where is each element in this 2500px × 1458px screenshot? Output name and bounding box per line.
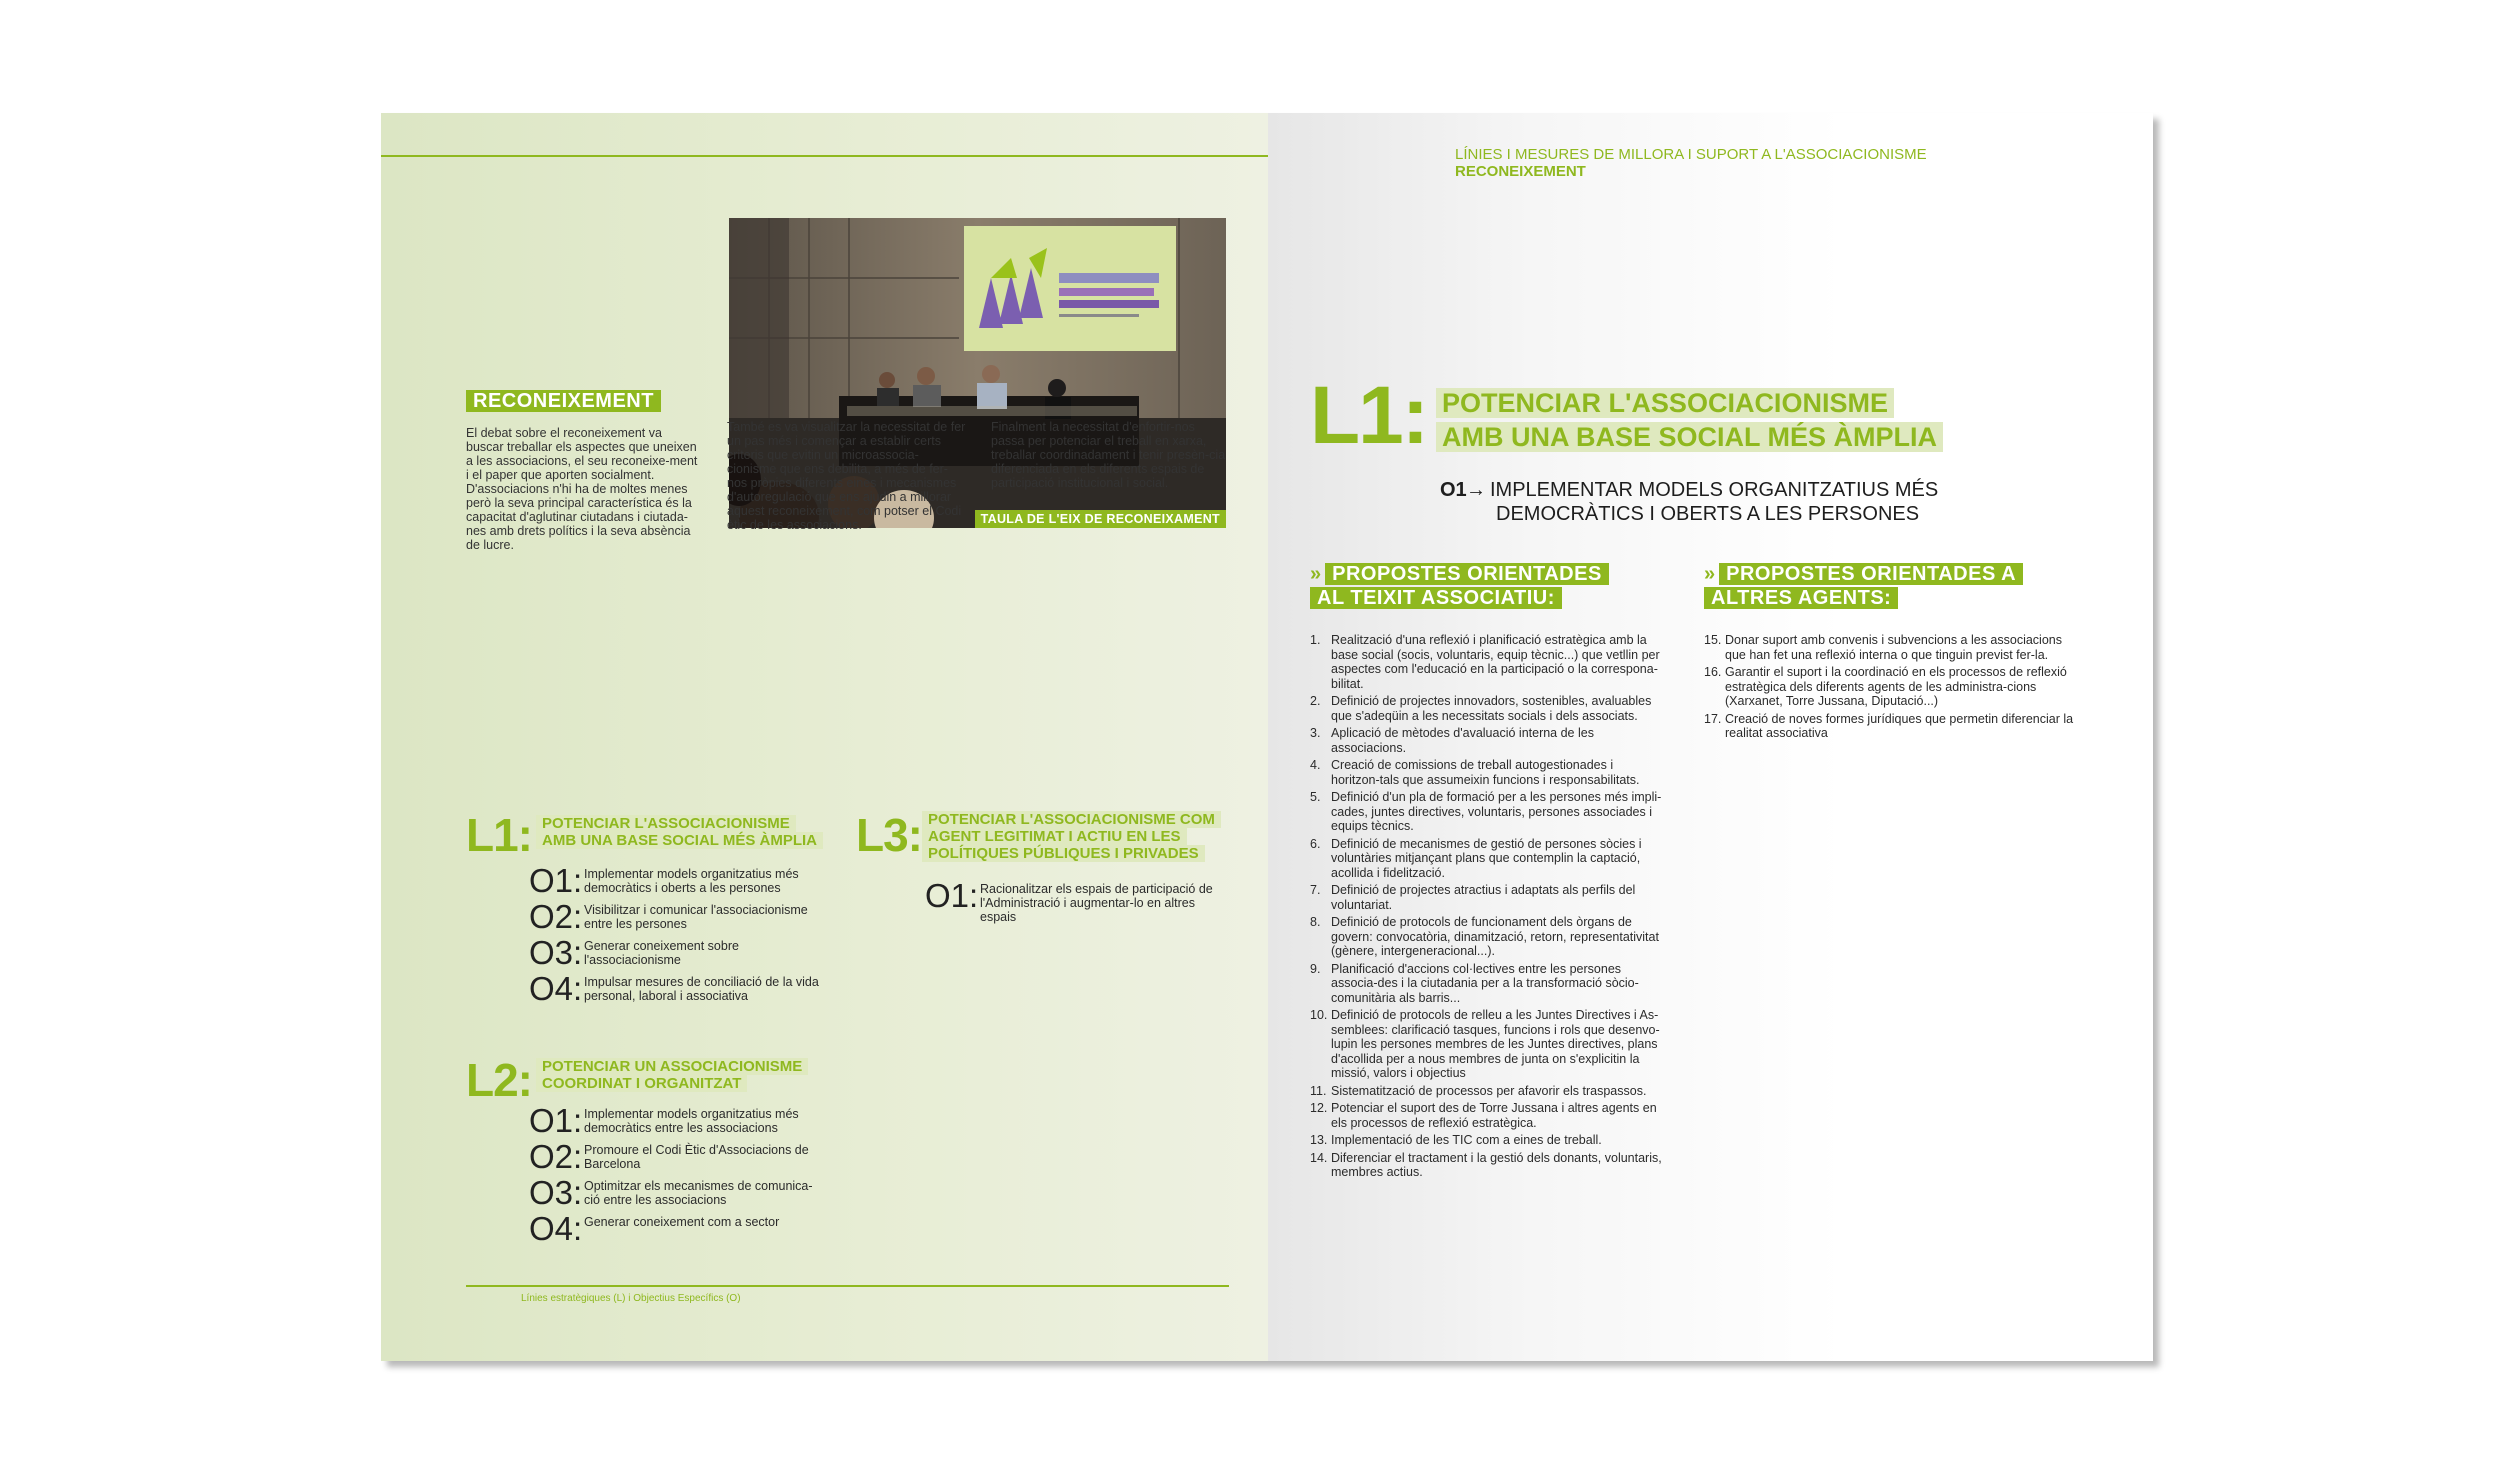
proposal-item [1310, 758, 1662, 787]
objective-number: O3: [529, 1174, 583, 1211]
objective-row [529, 862, 869, 899]
objective-text: entre les persones [584, 917, 687, 931]
col2-heading-line1: PROPOSTES ORIENTADES A [1719, 563, 2023, 585]
objective-number: O1: [925, 877, 979, 914]
col1-marker-icon: » [1310, 563, 1322, 585]
objective-number: O4: [529, 1210, 583, 1247]
objective-row [529, 1210, 869, 1247]
proposal-text: Realització d'una reflexió i planificació estratègica amb la base social (socis, voluntaris, equip tècnic...) que vetllin per aspectes com l'educació en la participació o la correspona-bilitat. [1331, 633, 1660, 691]
l2-block [466, 1054, 866, 1106]
bottom-rule [466, 1285, 1229, 1287]
objective-text: l'associacionisme [584, 953, 681, 967]
objective-text: democràtics entre les associacions [584, 1121, 778, 1135]
proposal-text: Sistematització de processos per afavorir els traspassos. [1331, 1083, 1647, 1098]
col1-heading [1310, 562, 1609, 610]
l1-title-line1: POTENCIAR L'ASSOCIACIONISME [536, 815, 796, 832]
proposals-list-associative [1310, 633, 1662, 1183]
l2-title-line1: POTENCIAR UN ASSOCIACIONISME [536, 1058, 808, 1075]
col1-heading-line2: AL TEIXIT ASSOCIATIU: [1310, 587, 1562, 609]
proposals-list-other-agents [1704, 633, 2074, 744]
l2-label: L2: [466, 1054, 532, 1106]
objective-number: O1: [529, 1102, 583, 1139]
proposal-item [1310, 1084, 1662, 1099]
footer-note: Línies estratègiques (L) i Objectius Específics (O) [521, 1293, 741, 1304]
proposal-item [1310, 1101, 1662, 1130]
proposal-text: Diferenciar el tractament i la gestió dels donants, voluntaris, membres actius. [1331, 1150, 1662, 1179]
arrow-right-icon: → [1466, 479, 1486, 501]
proposal-number: 9. [1310, 961, 1321, 976]
objective-row [925, 877, 1245, 924]
reconeixement-heading: RECONEIXEMENT [466, 390, 661, 412]
objective-number: O2: [529, 1138, 583, 1175]
proposal-item [1704, 633, 2074, 662]
objective-text: Generar coneixement com a sector [584, 1215, 780, 1229]
proposal-text: Aplicació de mètodes d'avaluació interna de les associacions. [1331, 726, 1594, 755]
l1-objectives [529, 862, 869, 1009]
running-header-subsection: RECONEIXEMENT [1455, 163, 1586, 180]
objective-number: O4: [529, 970, 583, 1007]
proposal-text: Creació de comissions de treball autogestionades i horitzon-tals que assumeixin funcions i responsabilitats. [1331, 758, 1640, 787]
objective-text: personal, laboral i associativa [584, 989, 748, 1003]
proposal-number: 2. [1310, 694, 1321, 708]
running-header [1455, 146, 1927, 180]
proposal-text: Potenciar el suport des de Torre Jussana i altres agents en els processos de reflexió estratègica. [1331, 1101, 1657, 1130]
objective-text: democràtics i oberts a les persones [584, 881, 781, 895]
proposal-item [1310, 1151, 1662, 1180]
objective-text: Impulsar mesures de conciliació de la vida [584, 975, 819, 989]
proposal-number: 17. [1704, 711, 1722, 726]
proposal-item [1310, 837, 1662, 881]
objective-text: Racionalitzar els espais de participació de [980, 882, 1213, 896]
left-page [381, 113, 1268, 1361]
proposal-number: 12. [1310, 1101, 1328, 1115]
col1-heading-line1: PROPOSTES ORIENTADES [1325, 563, 1609, 585]
o1-title-line2: DEMOCRÀTICS I OBERTS A LES PERSONES [1496, 503, 1920, 525]
proposal-item [1310, 1133, 1662, 1148]
proposal-number: 11. [1310, 1083, 1327, 1098]
col2-heading-line2: ALTRES AGENTS: [1704, 587, 1898, 609]
l2-objectives [529, 1102, 869, 1249]
objective-number: O2: [529, 898, 583, 935]
objective-number: O3: [529, 934, 583, 971]
proposal-item [1310, 694, 1662, 723]
proposal-number: 3. [1310, 726, 1321, 740]
right-l1-title-line1: POTENCIAR L'ASSOCIACIONISME [1436, 388, 1894, 418]
running-header-section: LÍNIES I MESURES DE MILLORA I SUPORT A L'ASSOCIACIONISME [1455, 146, 1927, 163]
reconeixement-col2: També es va visualitzar la necessitat de fer un pas més i començar a establir certs criteris que evitin un microassocia-cionisme que ens debilita, a més de fer-nos pròpies diferents eines i mecanismes d'autoregulació que ens ajudin a millorar aquest reconeixement, com potser el Codi ètic de les associacions. [727, 420, 966, 532]
proposal-number: 7. [1310, 883, 1321, 897]
l3-block [856, 809, 1256, 862]
proposal-text: Definició de protocols de funcionament dels òrgans de govern: convocatòria, dinamització, retorn, representativitat (gènere, intergeneracional...). [1331, 915, 1659, 958]
objective-number: O1: [529, 862, 583, 899]
l1-title-line2: AMB UNA BASE SOCIAL MÉS ÀMPLIA [536, 832, 823, 849]
proposal-number: 6. [1310, 836, 1321, 851]
objective-row [529, 1102, 869, 1139]
right-l1-label: L1: [1310, 370, 1427, 461]
o1-heading [1440, 478, 1938, 526]
objective-text: Implementar models organitzatius més [584, 867, 799, 881]
proposal-number: 8. [1310, 915, 1321, 929]
objective-text: l'Administració i augmentar-lo en altres [980, 896, 1195, 910]
objective-text: espais [980, 910, 1017, 924]
l1-block [466, 809, 866, 861]
right-page [1268, 113, 2153, 1361]
proposal-number: 13. [1310, 1133, 1328, 1147]
proposal-item [1704, 712, 2074, 741]
proposal-item [1310, 726, 1662, 755]
proposal-item [1310, 915, 1662, 959]
right-l1-title-line2: AMB UNA BASE SOCIAL MÉS ÀMPLIA [1436, 422, 1943, 452]
o1-number: O1 [1440, 479, 1467, 501]
reconeixement-col1: El debat sobre el reconeixement va buscar treballar els aspectes que uneixen a les associacions, el seu reconeixe-ment i el paper que aporten socialment. D'associacions n'hi ha de moltes menes però la seva principal característica és la capacitat d'aglutinar ciutadans i ciutada-nes amb drets polítics i la seva absència de lucre. [466, 426, 698, 552]
objective-text: Barcelona [584, 1157, 641, 1171]
proposal-text: Definició de projectes atractius i adaptats als perfils del voluntariat. [1331, 883, 1636, 912]
l3-title-line1: POTENCIAR L'ASSOCIACIONISME COM [922, 811, 1221, 828]
proposal-number: 10. [1310, 1008, 1328, 1022]
proposal-number: 1. [1310, 633, 1321, 647]
proposal-text: Planificació d'accions col·lectives entre les persones associa-des i la ciutadania per a la transformació sòcio-comunitària als barris... [1331, 961, 1639, 1005]
objective-row [529, 970, 869, 1007]
objective-row [529, 1138, 869, 1175]
proposal-item [1310, 1008, 1662, 1081]
proposal-item [1310, 790, 1662, 834]
objective-text: ció entre les associacions [584, 1193, 727, 1207]
reconeixement-col3: Finalment la necessitat d'enfortir-nos passa per potenciar el treball en xarxa, treballar coordinadament i tenir presèn-cia diferenciada en els diferents espais de participació institucional i social. [991, 420, 1226, 490]
col2-marker-icon: » [1704, 563, 1716, 585]
photo-caption: TAULA DE L'EIX DE RECONEIXAMENT [975, 510, 1226, 528]
objective-text: Promoure el Codi Ètic d'Associacions de [584, 1143, 809, 1157]
l3-objectives [925, 877, 1245, 928]
l1-label: L1: [466, 809, 532, 861]
proposal-text: Definició de projectes innovadors, sostenibles, avaluables que s'adeqüin a les necessitats socials i dels associats. [1331, 694, 1652, 723]
o1-title-line1: IMPLEMENTAR MODELS ORGANITZATIUS MÉS [1490, 479, 1939, 501]
objective-text: Generar coneixement sobre [584, 939, 739, 953]
proposal-text: Donar suport amb convenis i subvencions a les associacions que han fet una reflexió interna o que tinguin previst fer-la. [1725, 633, 2062, 662]
l3-title-line3: POLÍTIQUES PÚBLIQUES I PRIVADES [922, 845, 1205, 862]
proposal-text: Definició d'un pla de formació per a les persones més impli-cades, juntes directives, voluntaris, persones associades i equips tècnics. [1331, 790, 1662, 833]
proposal-text: Definició de mecanismes de gestió de persones sòcies i voluntàries mitjançant plans que contemplin la captació, acollida i fidelització. [1331, 836, 1642, 880]
proposal-item [1310, 633, 1662, 691]
proposal-number: 14. [1310, 1150, 1328, 1165]
col2-heading [1704, 562, 2023, 610]
objective-row [529, 1174, 869, 1211]
proposal-number: 4. [1310, 758, 1321, 772]
proposal-item [1704, 665, 2074, 709]
proposal-text: Implementació de les TIC com a eines de treball. [1331, 1133, 1602, 1147]
objective-row [529, 934, 869, 971]
proposal-item [1310, 962, 1662, 1006]
reconeixement-heading-wrap [466, 390, 661, 412]
l3-title-line2: AGENT LEGITIMAT I ACTIU EN LES [922, 828, 1187, 845]
proposal-number: 16. [1704, 665, 1722, 679]
l3-label: L3: [856, 809, 922, 861]
l2-title-line2: COORDINAT I ORGANITZAT [536, 1075, 747, 1092]
objective-text: Optimitzar els mecanismes de comunica- [584, 1179, 813, 1193]
proposal-number: 15. [1704, 633, 1722, 647]
proposal-text: Definició de protocols de relleu a les Juntes Directives i As-semblees: clarificació tasques, funcions i rols que desenvo-lupin les persones membres de les Juntes directives, plans d'acollida per a nous membres de junta on s'explicitin la missió, valors i objectius [1331, 1008, 1660, 1080]
proposal-item [1310, 883, 1662, 912]
proposal-text: Creació de noves formes jurídiques que permetin diferenciar la realitat associativa [1725, 711, 2074, 740]
proposal-number: 5. [1310, 790, 1321, 804]
proposal-text: Garantir el suport i la coordinació en els processos de reflexió estratègica dels diferents agents de les administra-cions (Xarxanet, Torre Jussana, Diputació...) [1725, 665, 2067, 708]
right-l1-title [1436, 386, 1943, 454]
objective-text: Visibilitzar i comunicar l'associacionisme [584, 903, 808, 917]
objective-text: Implementar models organitzatius més [584, 1107, 799, 1121]
objective-row [529, 898, 869, 935]
brochure-spread [381, 113, 2153, 1361]
